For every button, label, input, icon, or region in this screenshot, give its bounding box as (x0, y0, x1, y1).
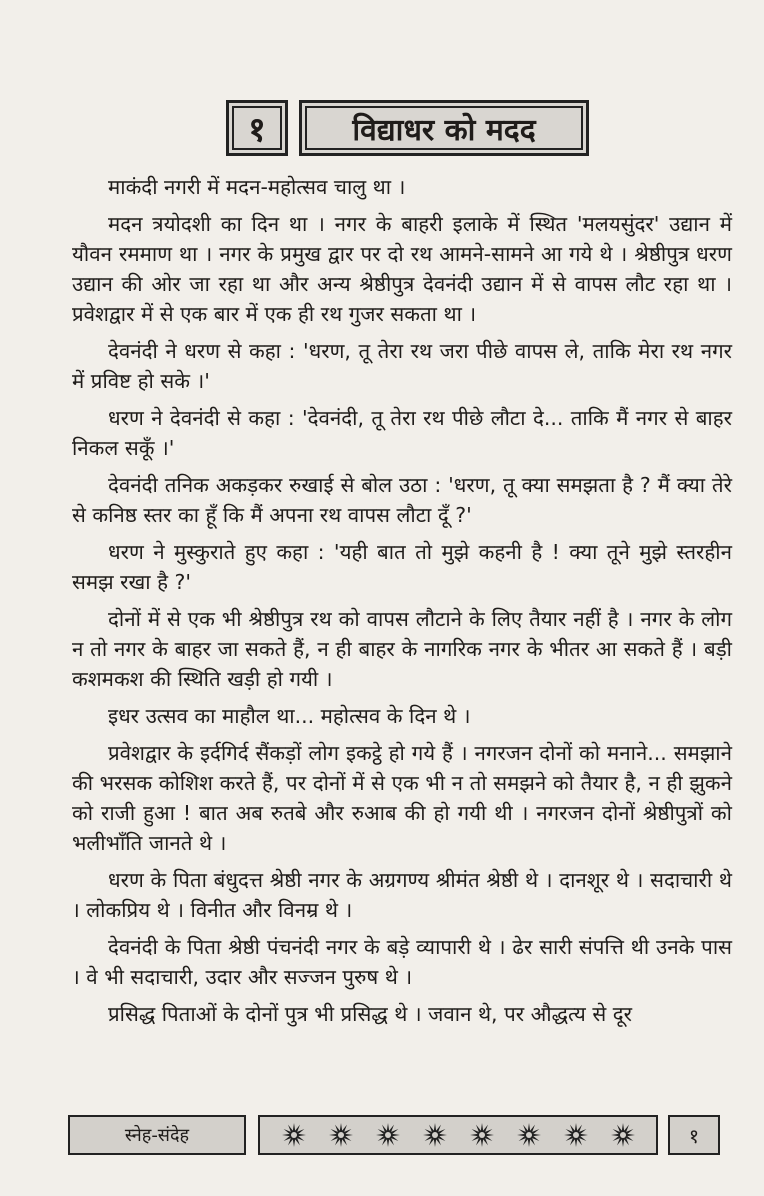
star-burst-icon (563, 1122, 589, 1148)
paragraph: धरण ने मुस्कुराते हुए कहा : 'यही बात तो मुझे कहनी है ! क्या तूने मुझे स्तरहीन समझ रखा है ?' (72, 540, 732, 594)
paragraph: धरण के पिता बंधुदत्त श्रेष्ठी नगर के अग्रगण्य श्रीमंत श्रेष्ठी थे । दानशूर थे । सदाचारी थे । लोकप्रिय थे । विनीत और विनम्र थे । (72, 868, 732, 922)
paragraph: इधर उत्सव का माहौल था... महोत्सव के दिन थे । (108, 704, 471, 728)
star-burst-icon (328, 1122, 354, 1148)
chapter-number: १ (226, 100, 288, 156)
star-burst-icon (469, 1122, 495, 1148)
paragraph: दोनों में से एक भी श्रेष्ठीपुत्र रथ को वापस लौटाने के लिए तैयार नहीं है । नगर के लोग न तो नगर के बाहर जा सकते हैं, न ही बाहर के नागरिक नगर के भीतर आ सकते हैं । बड़ी कशमकश की स्थिति खड़ी हो गयी । (72, 607, 732, 691)
star-burst-icon (516, 1122, 542, 1148)
paragraph: प्रवेशद्वार के इर्दगिर्द सैंकड़ों लोग इकट्ठे हो गये हैं । नगरजन दोनों को मनाने... समझाने की भरसक कोशिश करते हैं, पर दोनों में से एक भी न तो समझने को तैयार है, न ही झुकने को राजी हुआ ! बात अब रुतबे और रुआब की हो गयी थी । नगरजन दोनों श्रेष्ठीपुत्रों को भलीभाँति जानते थे । (72, 741, 732, 855)
paragraph: देवनंदी ने धरण से कहा : 'धरण, तू तेरा रथ जरा पीछे वापस ले, ताकि मेरा रथ नगर में प्रविष्ट हो सके ।' (72, 339, 732, 393)
star-burst-icon (422, 1122, 448, 1148)
chapter-title: विद्याधर को मदद (299, 100, 589, 156)
star-burst-icon (375, 1122, 401, 1148)
paragraph: देवनंदी तनिक अकड़कर रुखाई से बोल उठा : 'धरण, तू क्या समझता है ? मैं क्या तेरे से कनिष्ठ स्तर का हूँ कि मैं अपना रथ वापस लौटा दूँ ?' (72, 473, 732, 527)
paragraph: धरण ने देवनंदी से कहा : 'देवनंदी, तू तेरा रथ पीछे लौटा दे... ताकि मैं नगर से बाहर निकल सकूँ ।' (72, 406, 732, 460)
chapter-header (226, 100, 591, 162)
body-text (72, 172, 732, 1036)
paragraph: माकंदी नगरी में मदन-महोत्सव चालु था । (108, 175, 406, 199)
star-burst-icon (610, 1122, 636, 1148)
star-burst-icon (281, 1122, 307, 1148)
page-footer (68, 1115, 718, 1159)
page-number: १ (668, 1115, 720, 1155)
footer-book-title: स्नेह-संदेह (68, 1115, 246, 1155)
footer-ornament (258, 1115, 658, 1155)
paragraph: देवनंदी के पिता श्रेष्ठी पंचनंदी नगर के बड़े व्यापारी थे । ढेर सारी संपत्ति थी उनके पास । वे भी सदाचारी, उदार और सज्जन पुरुष थे । (72, 935, 732, 989)
paragraph: मदन त्रयोदशी का दिन था । नगर के बाहरी इलाके में स्थित 'मलयसुंदर' उद्यान में यौवन रममाण था । नगर के प्रमुख द्वार पर दो रथ आमने-सामने आ गये थे । श्रेष्ठीपुत्र धरण उद्यान की ओर जा रहा था और अन्य श्रेष्ठीपुत्र देवनंदी उद्यान में से वापस लौट रहा था । प्रवेशद्वार में से एक बार में एक ही रथ गुजर सकता था । (72, 212, 732, 326)
paragraph: प्रसिद्ध पिताओं के दोनों पुत्र भी प्रसिद्ध थे । जवान थे, पर औद्धत्य से दूर (108, 1002, 632, 1026)
